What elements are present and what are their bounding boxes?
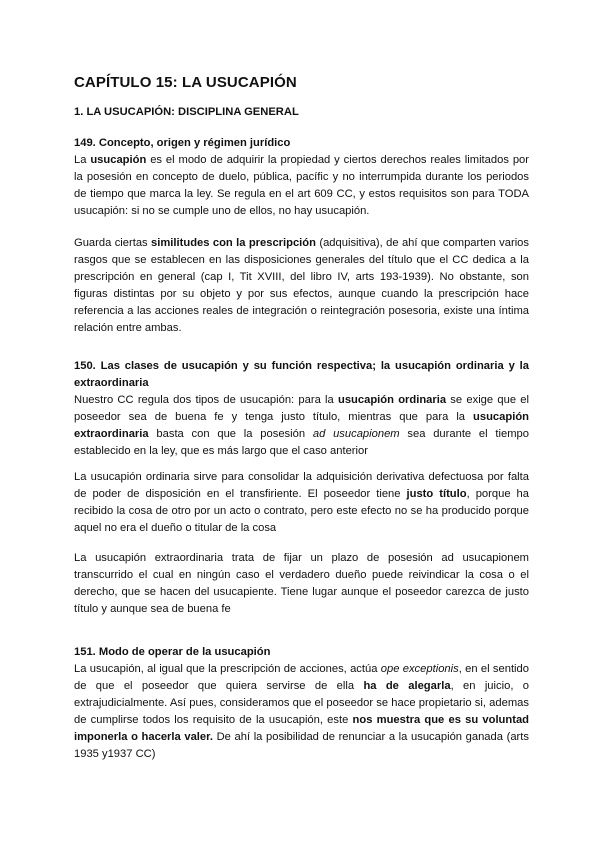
section-title: 1. LA USUCAPIÓN: DISCIPLINA GENERAL — [74, 106, 299, 118]
section-149-p2 — [74, 235, 529, 337]
heading-149: 149. Concepto, origen y régimen jurídico — [74, 137, 291, 149]
paragraph-151-1: La usucapión, al igual que la prescripción de acciones, actúa ope exceptionis, en el sentido de que el poseedor que quiera servirse de ella ha de alegarla, en juicio, o extrajudicialmente. Así pues, consideramos que el poseedor se hace propietario si, ademas de cumplirse todos los requisito de la usucapión, este nos muestra que es su voluntad imponerla o hacerla valer. De ahí la posibilidad de renunciar a la usucapión ganada (arts 1935 y1937 CC) — [74, 663, 530, 760]
paragraph-149-2: Guarda ciertas similitudes con la prescripción (adquisitiva), de ahí que comparten varios rasgos que se establecen en las disposiciones generales del título que el CC dedica a la prescripción en general (cap I, Tit XVIII, del libro IV, arts 193-1939). No obstante, son figuras distintas por su objeto y por sus efectos, aunque cuando la prescripción hace referencia a las acciones reales de integración o reintegración posesoria, existe una íntima relación entre ambas. — [74, 237, 530, 334]
term-justo-titulo: justo título — [406, 488, 467, 500]
term-ope-exceptionis: ope exceptionis — [380, 663, 459, 675]
heading-150: 150. Las clases de usucapión y su función respectiva; la usucapión ordinaria y la extraordinaria — [74, 360, 529, 389]
section-149 — [74, 135, 529, 220]
term-voluntad: nos muestra que es su voluntad imponerla o hacerla valer. — [74, 714, 529, 743]
paragraph-150-3: La usucapión extraordinaria trata de fijar un plazo de posesión ad usucapionem transcurrido el cual en ningún caso el verdadero dueño puede reivindicar la cosa o el derecho, que se hacen del usucapiente. Tiene lugar aunque el poseedor carezca de justo título y aunque sea de buena fe — [74, 552, 529, 615]
term-usucapion-extraordinaria: usucapión extraordinaria — [74, 411, 529, 440]
term-ad-usucapionem: ad usucapionem — [312, 428, 400, 440]
term-ha-de-alegarla: ha de alegarla — [363, 680, 451, 692]
heading-151: 151. Modo de operar de la usucapión — [74, 646, 271, 658]
term-usucapion-ordinaria: usucapión ordinaria — [338, 394, 447, 406]
section-150 — [74, 358, 529, 460]
paragraph-149-1: La usucapión es el modo de adquirir la propiedad y ciertos derechos reales limitados por la posesión en concepto de duelo, pública, pacífic y no interrumpida durante los periodos de tiempo que marca la ley. Se regula en el art 609 CC, y estos requisitos son para TODA usucapión: si no se cumple uno de ellos, no hay usucapión. — [74, 154, 529, 217]
section-151 — [74, 644, 529, 763]
paragraph-150-2: La usucapión ordinaria sirve para consolidar la adquisición derivativa defectuosa por falta de poder de disposición en el transfiriente. El poseedor tiene justo título, porque ha recibido la cosa de otro por un acto o contrato, pero este efecto no se ha producido porque aquel no era el dueño o titular de la cosa — [74, 471, 530, 534]
chapter-title: CAPÍTULO 15: LA USUCAPIÓN — [74, 74, 297, 91]
term-usucapion: usucapión — [90, 154, 147, 166]
paragraph-150-1: Nuestro CC regula dos tipos de usucapión: para la usucapión ordinaria se exige que el poseedor sea de buena fe y tenga justo título, mientras que para la usucapión extraordinaria basta con que la posesión ad usucapionem sea durante el tiempo establecido en la ley, que es más largo que el caso anterior — [74, 394, 529, 457]
section-150-p3 — [74, 550, 529, 618]
term-similitudes: similitudes con la prescripción — [151, 237, 316, 249]
section-150-p2 — [74, 469, 529, 537]
